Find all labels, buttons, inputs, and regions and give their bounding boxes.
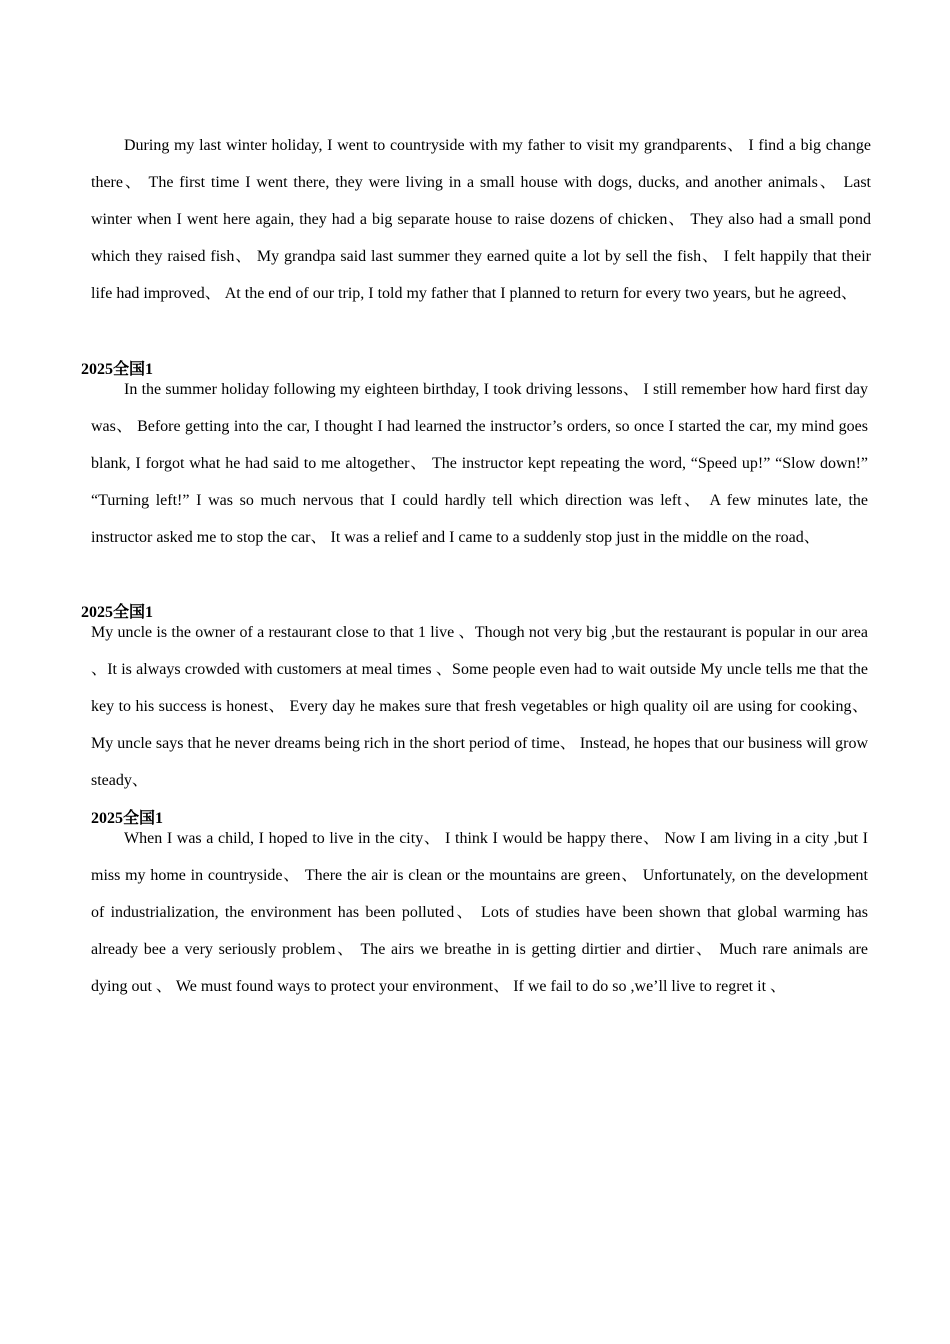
passage-4-heading: 2025全国1: [91, 810, 164, 827]
passage-3: [91, 614, 868, 799]
passage-3-text: My uncle is the owner of a restaurant close to that 1 live 、Though not very big ,but the restaurant is popular in our area 、It is always crowded with customers at meal times 、Some people even had to wait outside My uncle tells me that the key to his success is honest、 Every day he makes sure that fresh vegetables or high quality oil are using for cooking、 My uncle says that he never dreams being rich in the short period of time、 Instead, he hopes that our business will grow steady、: [91, 624, 869, 789]
passage-2: [91, 371, 868, 556]
passage-1: [91, 127, 871, 312]
passage-2-text: In the summer holiday following my eighteen birthday, I took driving lessons、 I still remember how hard first day was、 Before getting into the car, I thought I had learned the instructor’s orders, so once I started the car, my mind goes blank, I forgot what he had said to me altogether、 The instructor kept repeating the word, “Speed up!” “Slow down!” “Turning left!” I was so much nervous that I could hardly tell which direction was left、 A few minutes late, the instructor asked me to stop the car、 It was a relief and I came to a suddenly stop just in the middle on the road、: [91, 381, 868, 546]
passage-3-heading: 2025全国1: [81, 604, 154, 621]
passage-2-heading: 2025全国1: [81, 361, 154, 378]
passage-4-text: When I was a child, I hoped to live in the city、 I think I would be happy there、 Now I am living in a city ,but I miss my home in countryside、 There the air is clean or the mountains are green、 Unfortunately, on the development of industrialization, the environment has been polluted、 Lots of studies have been shown that global warming has already bee a very seriously problem、 The airs we breathe in is getting dirtier and dirtier、 Much rare animals are dying out 、 We must found ways to protect your environment、 If we fail to do so ,we’ll live to regret it 、: [91, 830, 868, 995]
passage-1-text: During my last winter holiday, I went to countryside with my father to visit my grandparents、 I find a big change there、 The first time I went there, they were living in a small house with dogs, ducks, and another animals、 Last winter when I went here again, they had a big separate house to raise dozens of chicken、 They also had a small pond which they raised fish、 My grandpa said last summer they earned quite a lot by sell the fish、 I felt happily that their life had improved、 At the end of our trip, I told my father that I planned to return for every two years, but he agreed、: [91, 137, 872, 302]
passage-4: [91, 820, 868, 1005]
